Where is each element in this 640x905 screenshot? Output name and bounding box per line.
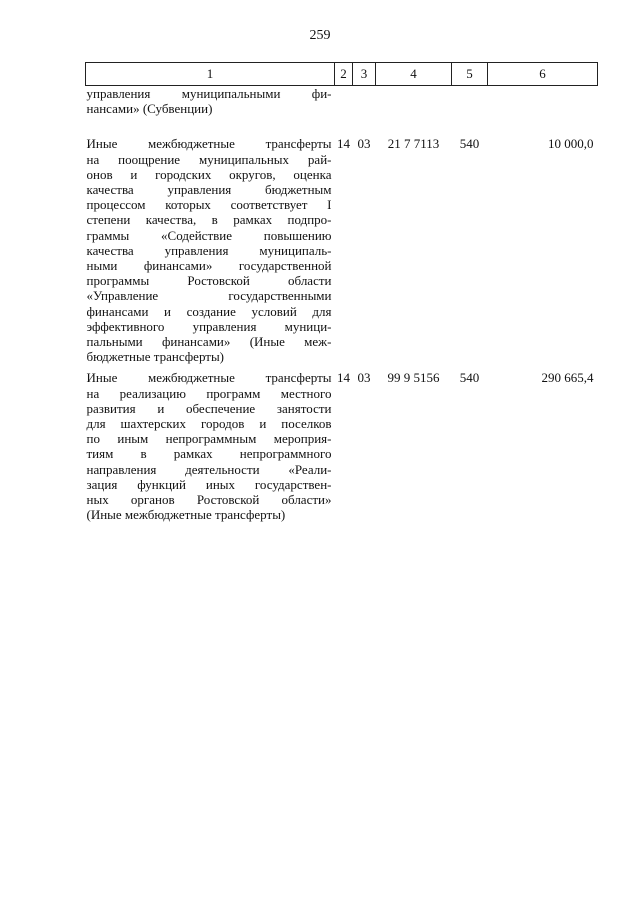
desc-line: программы Ростовской области — [86, 273, 332, 289]
desc-line: нансами» (Субвенции) — [86, 101, 213, 117]
header-col-4: 4 — [376, 63, 452, 86]
cell-amount: 10 000,0 — [548, 136, 594, 152]
desc-line: граммы «Содействие повышению — [86, 227, 332, 243]
cell-amount: 290 665,4 — [541, 370, 594, 386]
cell-csr: 99 9 5156 — [387, 370, 440, 386]
desc-line: развития и обеспечение занятости — [86, 400, 332, 416]
cell-vr: 540 — [459, 136, 480, 152]
desc-line: направления деятельности «Реали- — [86, 461, 332, 477]
cell-vr: 540 — [459, 370, 480, 386]
table-row — [86, 136, 598, 370]
desc-line: пальными финансами» (Иные меж- — [86, 334, 332, 350]
desc-line: Иные межбюджетные трансферты — [86, 370, 332, 386]
desc-line: бюджетные трансферты) — [86, 349, 225, 365]
desc-line: тиям в рамках непрограммного — [86, 446, 332, 462]
desc-line: ных органов Ростовской области» — [86, 492, 332, 508]
header-col-1: 1 — [86, 63, 335, 86]
row-description — [86, 370, 335, 528]
page-number: 259 — [309, 28, 331, 43]
row-description — [86, 136, 335, 370]
table-row — [86, 370, 598, 528]
desc-line: управления муниципальными фи- — [86, 86, 332, 101]
desc-line: «Управление государственными — [86, 288, 332, 304]
desc-line: зация функций иных государствен- — [86, 476, 332, 492]
desc-line: для шахтерских городов и поселков — [86, 416, 332, 432]
cell-pr: 03 — [357, 370, 371, 386]
desc-line: эффективного управления муници- — [86, 318, 332, 334]
cell-pr: 03 — [357, 136, 371, 152]
desc-line: степени качества, в рамках подпро- — [86, 212, 332, 228]
cell-csr: 21 7 7113 — [387, 136, 440, 152]
table-row-continuation — [86, 86, 598, 137]
cell-rz: 14 — [337, 370, 350, 386]
header-col-2: 2 — [335, 63, 353, 86]
desc-line: (Иные межбюджетные трансферты) — [86, 507, 286, 523]
table-header-row — [86, 63, 598, 86]
budget-table — [85, 62, 598, 528]
cell-rz: 14 — [337, 136, 350, 152]
desc-line: финансами и создание условий для — [86, 303, 332, 319]
header-col-5: 5 — [452, 63, 488, 86]
header-col-6: 6 — [488, 63, 598, 86]
row-description — [86, 86, 335, 137]
desc-line: ными финансами» государственной — [86, 258, 332, 274]
desc-line: на реализацию программ местного — [86, 385, 332, 401]
desc-line: по иным непрограммным мероприя- — [86, 431, 332, 447]
desc-line: качества управления муниципаль- — [86, 242, 332, 258]
desc-line: онов и городских округов, оценка — [86, 166, 332, 182]
desc-line: Иные межбюджетные трансферты — [86, 136, 332, 152]
desc-line: процессом которых соответствует I — [86, 197, 332, 213]
desc-line: на поощрение муниципальных рай- — [86, 151, 332, 167]
header-col-3: 3 — [353, 63, 376, 86]
desc-line: качества управления бюджетным — [86, 182, 332, 198]
